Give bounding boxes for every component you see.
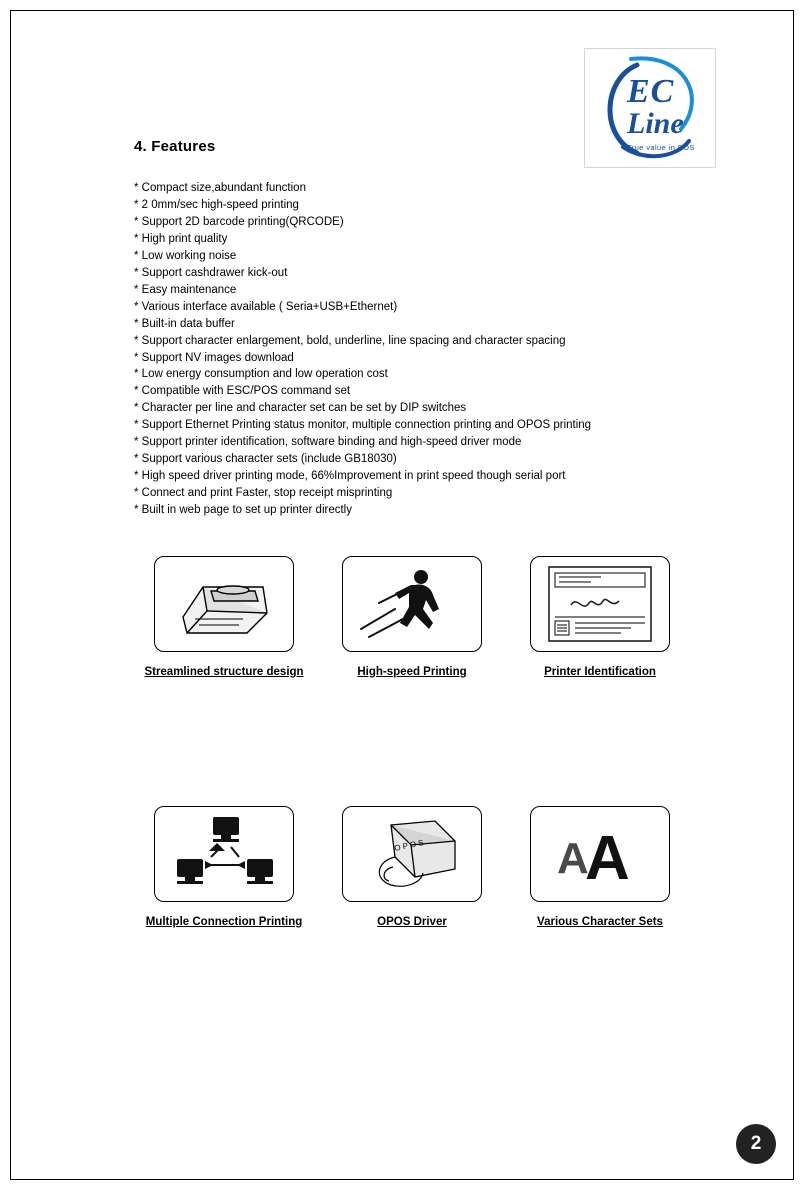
list-item: * Compact size,abundant function	[134, 182, 306, 194]
feature-icon-cell	[505, 806, 695, 928]
icon-caption: Various Character Sets	[537, 916, 663, 928]
svg-text:O P O S: O P O S	[393, 837, 425, 853]
list-item: * High print quality	[134, 232, 228, 245]
feature-icon-row	[129, 806, 689, 1006]
opos-driver-icon	[342, 806, 482, 902]
list-item: * Low energy consumption and low operation cost	[134, 368, 388, 381]
list-item: * Support character enlargement, bold, underline, line spacing and character spacing	[134, 334, 566, 347]
feature-icon-cell	[317, 556, 507, 678]
icon-caption: Multiple Connection Printing	[145, 916, 303, 928]
logo-tagline: True value in POS	[627, 143, 695, 152]
list-item: * 2 0mm/sec high-speed printing	[134, 198, 299, 211]
list-item: * Easy maintenance	[134, 283, 237, 296]
icon-caption: Streamlined structure design	[144, 666, 304, 678]
svg-text:A: A	[585, 824, 630, 893]
logo-brand-top: EC	[627, 73, 675, 110]
printer-icon	[154, 556, 294, 652]
list-item: * Support 2D barcode printing(QRCODE)	[134, 215, 344, 228]
list-item: * Support NV images download	[134, 351, 294, 364]
receipt-identification-icon	[530, 556, 670, 652]
list-item: * Various interface available ( Seria+USB+Ethernet)	[134, 300, 398, 313]
feature-icon-cell	[129, 806, 319, 928]
list-item: * Connect and print Faster, stop receipt misprinting	[134, 487, 393, 500]
feature-icon-cell	[317, 806, 507, 928]
list-item: * Compatible with ESC/POS command set	[134, 385, 351, 398]
network-connection-icon	[154, 806, 294, 902]
svg-text:A: A	[557, 834, 589, 883]
logo-brand-bottom: Line	[627, 107, 684, 140]
feature-icon-row	[129, 556, 689, 756]
running-person-icon	[342, 556, 482, 652]
list-item: * Character per line and character set can be set by DIP switches	[134, 402, 467, 415]
icon-caption: High-speed Printing	[357, 666, 467, 678]
list-item: * High speed driver printing mode, 66%Improvement in print speed though serial port	[134, 470, 566, 483]
ecline-logo	[584, 48, 716, 168]
list-item: * Support various character sets (include GB18030)	[134, 453, 397, 466]
list-item: * Built-in data buffer	[134, 317, 235, 330]
list-item: * Built in web page to set up printer directly	[134, 504, 352, 517]
feature-icon-grid	[129, 556, 689, 1006]
list-item: * Support cashdrawer kick-out	[134, 266, 288, 279]
icon-caption: Printer Identification	[544, 666, 656, 678]
feature-icon-cell	[129, 556, 319, 678]
icon-caption: OPOS Driver	[377, 916, 447, 928]
list-item: * Support Ethernet Printing status monitor, multiple connection printing and OPOS printing	[134, 419, 592, 432]
page-title: 4. Features	[134, 138, 216, 155]
list-item: * Support printer identification, software binding and high-speed driver mode	[134, 436, 522, 449]
features-list	[134, 180, 694, 519]
character-sets-icon	[530, 806, 670, 902]
list-item: * Low working noise	[134, 249, 237, 262]
feature-icon-cell	[505, 556, 695, 678]
page-number-badge: 2	[736, 1124, 776, 1164]
